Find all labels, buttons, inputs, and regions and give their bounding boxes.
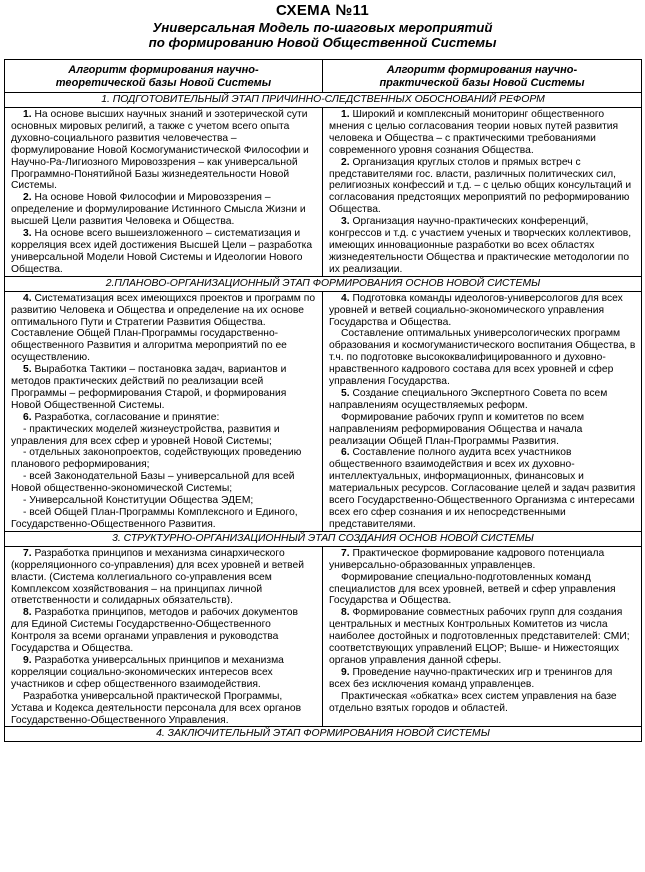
stage-2-practice-cell bbox=[323, 291, 642, 531]
stage-2-practice-item: 4. Подготовка команды идеологов-универсологов для всех уровней и ветвей социально-экономического управления Государства и Общества. bbox=[329, 292, 623, 328]
stage-2-title: 2.ПЛАНОВО-ОРГАНИЗАЦИОННЫЙ ЭТАП ФОРМИРОВАНИЯ ОСНОВ НОВОЙ СИСТЕМЫ bbox=[5, 276, 642, 291]
stage-3-theory-cell bbox=[5, 546, 323, 727]
stage-2-theory-item: 4. Систематизация всех имеющихся проектов и программ по развитию Человека и Общества и определение на их основе оптимального Пути и Стратегии Развития Общества. Составление Общей План-Программы государственно-общественного Развития и алгоритма мероприятий по ее осуществлению. bbox=[11, 292, 316, 364]
stage-3-practice-item: 9. Проведение научно-практических игр и тренингов для всех без исключения команд управленцев. bbox=[329, 666, 613, 690]
stage-2-practice-item: 5. Создание специального Экспертного Совета по всем направлениям осуществляемых реформ. bbox=[329, 387, 608, 411]
column-headers-row bbox=[5, 60, 642, 93]
left-column-header-line-2: теоретической базы Новой Системы bbox=[55, 76, 272, 89]
stage-2-practice-item: Формирование рабочих групп и комитетов по всем направлениям реформирования Общества и начала реализации Общей План-Программы Развития. bbox=[329, 411, 585, 447]
stage-1-theory-cell bbox=[5, 108, 323, 277]
scheme-title: СХЕМА №11 bbox=[275, 2, 370, 19]
stage-3-practice-cell bbox=[323, 546, 642, 727]
stage-2-theory-item: - всей Законодательной Базы – универсальной для всей Новой общественно-экономической Системы; bbox=[11, 471, 295, 495]
stage-3-theory-item: 9. Разработка универсальных принципов и механизма корреляции социально-экономических интересов всех участников и сфер общественного взаимодействия. bbox=[11, 654, 284, 690]
stage-2-theory-item: 5. Выработка Тактики – постановка задач, вариантов и методов практических действий по реализации всей Программы – реформирования Старой, и формирования Новой Общественной Системы. bbox=[11, 364, 287, 411]
stage-2-theory-cell bbox=[5, 291, 323, 531]
stage-3-practice-item: 8. Формирование совместных рабочих групп для создания центральных и местных Контрольных Комитетов из числа наиболее достойных и подготовленных представителей: СМИ; соответствующих управлений ЕЦОР; Выше- и Нижестоящих органов управления данной сферы. bbox=[329, 607, 630, 666]
stage-3-theory-item: 7. Разработка принципов и механизма синархического (корреляционного со-управления) для всех уровней и ветвей власти. (Система коллегиального со-управления всем Комплексом хозяйствования – на принципах личной ответственности и солидарных обязательств). bbox=[11, 547, 305, 607]
stage-1-practice-item: 2. Организация круглых столов и прямых встреч с представителями гос. власти, различных политических сил, религиозных конфессий и т.д. – с целью общих консультаций и согласования предстоящих мероприятий по реформированию Общества. bbox=[329, 156, 632, 216]
scheme-subtitle-line-1: Универсальная Модель по-шаговых мероприятий bbox=[152, 20, 493, 35]
stage-2-theory-item: - практических моделей жизнеустройства, развития и управления для всех сфер и уровней Новой Системы; bbox=[11, 423, 280, 447]
stage-3-practice-item: Практическая «обкатка» всех систем управления на базе отдельно взятых городов и областей. bbox=[329, 690, 617, 714]
scheme-subtitle-line-2: по формированию Новой Общественной Системы bbox=[148, 35, 497, 50]
stage-3-practice-item: Формирование специально-подготовленных команд специалистов для всех уровней, ветвей и сфер управления Государства и Общества. bbox=[329, 571, 616, 607]
left-column-header bbox=[5, 60, 323, 93]
left-column-header-line-1: Алгоритм формирования научно- bbox=[68, 64, 259, 76]
stage-1-title: 1. ПОДГОТОВИТЕЛЬНЫЙ ЭТАП ПРИЧИННО-СЛЕДСТВЕННЫХ ОБОСНОВАНИЙ РЕФОРМ bbox=[5, 93, 642, 108]
scheme-table bbox=[4, 59, 642, 742]
stage-2-theory-item: 6. Разработка, согласование и принятие: bbox=[23, 411, 220, 423]
stage-4-title: 4. ЗАКЛЮЧИТЕЛЬНЫЙ ЭТАП ФОРМИРОВАНИЯ НОВОЙ СИСТЕМЫ bbox=[5, 727, 642, 742]
stage-2-theory-item: - всей Общей План-Программы Комплексного и Единого, Государственно-Общественного Развития. bbox=[11, 507, 298, 530]
stage-1-practice-cell bbox=[323, 108, 642, 277]
right-column-header-line-2: практической базы Новой Системы bbox=[379, 76, 585, 89]
stage-1-practice-item: 3. Организация научно-практических конференций, конгрессов и т.д. с участием ученых и творческих коллективов, имеющих инновационные разработки во всех областях жизнедеятельности Общества и практические методологии по их реализации. bbox=[329, 216, 632, 275]
stage-2-theory-item: - Универсальной Конституции Общества ЭДЕМ; bbox=[23, 495, 254, 507]
stage-3-theory-item: Разработка универсальной практической Программы, Устава и Кодекса деятельности персонала для всех органов Государственно-Общественного Управления. bbox=[11, 690, 302, 726]
stage-1-practice-item: 1. Широкий и комплексный мониторинг общественного мнения с целью согласования теории новых путей развития человека и Общества – с практическими требованиями современного уровня сознания Общества. bbox=[329, 109, 619, 156]
stage-1-theory-item: 3. На основе всего вышеизложенного – систематизация и корреляция всех идей достижения Высшей Цели – разработка универсальной Модели Новой Системы и Идеологии Нового Общества. bbox=[11, 228, 313, 275]
stage-2-practice-item: Составление оптимальных универсологических программ образования и космогуманистического воспитания Общества, в т.ч. по подготовке высококвалифицированного и духовно-нравственного кадрового состава для всех уровней и сфер управления Государства. bbox=[329, 328, 636, 388]
stage-1-theory-item: 1. На основе высших научных знаний и эзотерической сути основных мировых религий, а также с учетом всего опыта духовно-социального развития человечества – формулирование Новой Космогуманистической Философии и Научно-Ра-Лигиозного Мировоззрения – как универсальной Программно-Понятийной Базы жизнедеятельности Новой Системы. bbox=[11, 109, 309, 192]
stage-1-theory-item: 2. На основе Новой Философии и Мировоззрения – определение и формулирование Истинного Смысла Жизни и высшей Цели развития Человека и Общества. bbox=[11, 192, 306, 228]
stage-2-practice-item: 6. Составление полного аудита всех участников общественного взаимодействия и всех их духовно-интеллектуальных, информационных, финансовых и материальных ресурсов. Согласование целей и задач развития всего Государственно-Общественного Организма с интересами всех его сфер сознания и их непосредственными представителями. bbox=[329, 447, 636, 530]
right-column-header bbox=[323, 60, 642, 93]
stage-3-practice-item: 7. Практическое формирование кадрового потенциала универсально-образованных управленцев. bbox=[329, 547, 605, 571]
stage-3-title: 3. СТРУКТУРНО-ОРГАНИЗАЦИОННЫЙ ЭТАП СОЗДАНИЯ ОСНОВ НОВОЙ СИСТЕМЫ bbox=[5, 531, 642, 546]
stage-3-theory-item: 8. Разработка принципов, методов и рабочих документов для Единой Системы Государственно-Общественного Контроля за всеми органами управления и руководства Государства и Общества. bbox=[11, 607, 298, 655]
stage-2-theory-item: - отдельных законопроектов, содействующих проведению планового реформирования; bbox=[11, 447, 302, 471]
right-column-header-line-1: Алгоритм формирования научно- bbox=[386, 64, 578, 76]
